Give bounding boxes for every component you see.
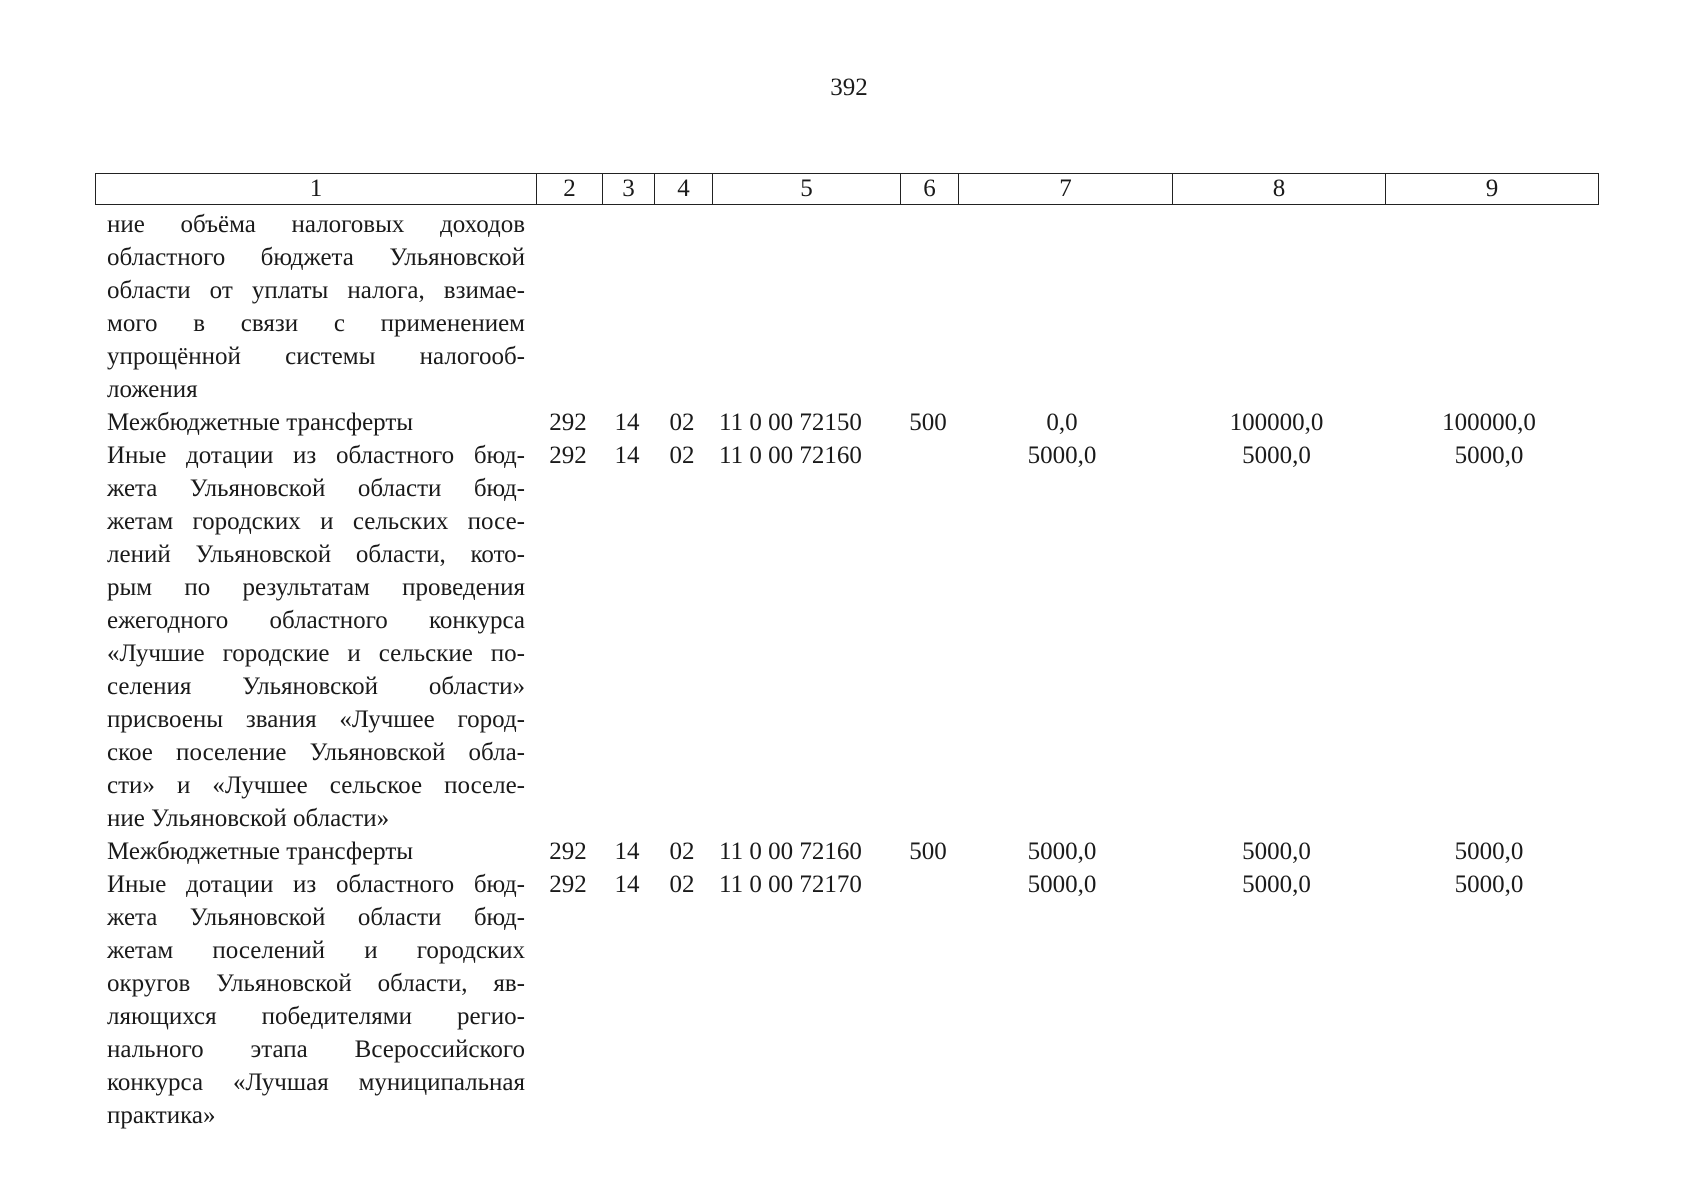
column-header-9: 9	[1485, 175, 1499, 202]
table-row	[0, 835, 1698, 868]
budget-table-body	[0, 208, 1698, 1132]
description-line: лений Ульяновской области, кото-	[107, 541, 525, 568]
cell-col-4: 02	[669, 442, 695, 469]
description-line: ляющихся победителями регио-	[107, 1003, 525, 1030]
description-line: ние объёма налоговых доходов	[107, 211, 525, 238]
description-line: жета Ульяновской области бюд-	[107, 475, 525, 502]
cell-col-5: 11 0 00 72160	[719, 442, 862, 469]
row-description	[107, 439, 525, 835]
description-line: жетам поселений и городских	[107, 937, 525, 964]
cell-col-6: 500	[909, 409, 947, 436]
table-row	[0, 868, 1698, 1132]
cell-col-7: 5000,0	[1027, 442, 1097, 469]
cell-col-9: 5000,0	[1454, 871, 1524, 898]
cell-col-3: 14	[614, 838, 640, 865]
cell-col-2: 292	[549, 871, 587, 898]
cell-col-8: 100000,0	[1229, 409, 1324, 436]
description-line: ское поселение Ульяновской обла-	[107, 739, 525, 766]
cell-col-2: 292	[549, 838, 587, 865]
description-line: Межбюджетные трансферты	[107, 838, 414, 865]
column-header-4: 4	[655, 174, 713, 204]
row-description	[107, 835, 525, 868]
column-header-6: 6	[901, 174, 959, 204]
description-line: округов Ульяновской области, яв-	[107, 970, 525, 997]
description-line: Иные дотации из областного бюд-	[107, 871, 525, 898]
description-line: конкурса «Лучшая муниципальная	[107, 1069, 525, 1096]
description-line: мого в связи с применением	[107, 310, 525, 337]
row-description	[107, 208, 525, 406]
description-line: ложения	[107, 376, 198, 403]
description-line: «Лучшие городские и сельские по-	[107, 640, 525, 667]
cell-col-5: 11 0 00 72170	[719, 871, 862, 898]
cell-col-7: 5000,0	[1027, 871, 1097, 898]
description-line: ние Ульяновской области»	[107, 805, 390, 832]
description-line: Иные дотации из областного бюд-	[107, 442, 525, 469]
cell-col-9: 100000,0	[1442, 409, 1536, 436]
description-line: практика»	[107, 1102, 216, 1129]
description-line: сти» и «Лучшее сельское поселе-	[107, 772, 525, 799]
description-line: нального этапа Всероссийского	[107, 1036, 525, 1063]
description-line: ежегодного областного конкурса	[107, 607, 525, 634]
column-header-7: 7	[959, 174, 1173, 204]
cell-col-8: 5000,0	[1242, 871, 1311, 898]
cell-col-5: 11 0 00 72160	[719, 838, 862, 865]
cell-col-6: 500	[909, 838, 947, 865]
column-header-5: 5	[713, 174, 901, 204]
cell-col-5: 11 0 00 72150	[719, 409, 862, 436]
row-description	[107, 406, 525, 439]
cell-col-7: 0,0	[1046, 409, 1078, 436]
table-row	[0, 439, 1698, 835]
column-header-1: 1	[96, 174, 537, 204]
cell-col-2: 292	[549, 442, 587, 469]
cell-col-2: 292	[549, 409, 587, 436]
cell-col-3: 14	[614, 442, 640, 469]
description-line: областного бюджета Ульяновской	[107, 244, 525, 271]
cell-col-3: 14	[614, 871, 640, 898]
cell-col-7: 5000,0	[1027, 838, 1097, 865]
table-row	[0, 406, 1698, 439]
cell-col-4: 02	[669, 838, 695, 865]
row-description	[107, 868, 525, 1132]
description-line: области от уплаты налога, взимае-	[107, 277, 525, 304]
cell-col-8: 5000,0	[1242, 838, 1311, 865]
description-line: упрощённой системы налогооб-	[107, 343, 525, 370]
description-line: присвоены звания «Лучшее город-	[107, 706, 525, 733]
description-line: рым по результатам проведения	[107, 574, 525, 601]
cell-col-4: 02	[669, 871, 695, 898]
description-line: Межбюджетные трансферты	[107, 409, 414, 436]
description-line: селения Ульяновской области»	[107, 673, 525, 700]
cell-col-9: 5000,0	[1454, 838, 1524, 865]
description-line: жетам городских и сельских посе-	[107, 508, 525, 535]
column-header-3: 3	[603, 174, 655, 204]
cell-col-4: 02	[669, 409, 695, 436]
cell-col-8: 5000,0	[1242, 442, 1311, 469]
description-line: жета Ульяновской области бюд-	[107, 904, 525, 931]
column-header-8: 8	[1173, 174, 1386, 204]
cell-col-3: 14	[614, 409, 640, 436]
cell-col-9: 5000,0	[1454, 442, 1524, 469]
column-header-2: 2	[537, 174, 603, 204]
page-number: 392	[830, 74, 868, 101]
table-row	[0, 208, 1698, 406]
column-header-row	[95, 173, 1599, 205]
